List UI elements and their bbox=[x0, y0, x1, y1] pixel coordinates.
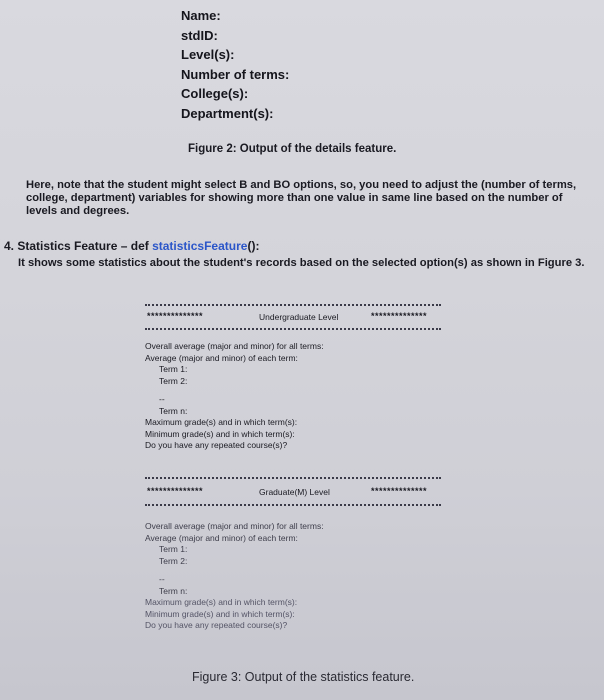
term-1-line: Term 1: bbox=[159, 364, 188, 374]
note-paragraph: Here, note that the student might select B and BO options, so, you need to adjust the (number of terms, college, department) variables for showing more than one value in same line based on the number of levels and degrees. bbox=[26, 179, 577, 217]
term-2-line: Term 2: bbox=[159, 375, 188, 386]
stars-right: ************** bbox=[371, 486, 428, 496]
dotted-separator bbox=[145, 504, 441, 506]
dotted-separator bbox=[145, 328, 441, 330]
ellipsis-line: -- bbox=[159, 574, 165, 584]
term-n-line: Term n: bbox=[159, 405, 188, 416]
overall-average-line: Overall average (major and minor) for all terms: bbox=[145, 341, 324, 351]
figure-3-caption: Figure 3: Output of the statistics feature. bbox=[192, 670, 415, 684]
section-title: Statistics Feature – def bbox=[17, 239, 153, 253]
term-1-line: Term 1: bbox=[159, 544, 188, 554]
section-paragraph: It shows some statistics about the student's records based on the selected option(s) as shown in Figure 3. bbox=[18, 257, 585, 269]
undergrad-stats bbox=[145, 341, 324, 452]
details-field: College(s): bbox=[181, 86, 249, 101]
grad-stats bbox=[145, 521, 324, 632]
min-grade-line: Minimum grade(s) and in which term(s): bbox=[145, 428, 295, 439]
repeated-course-line: Do you have any repeated course(s)? bbox=[145, 440, 288, 450]
ellipsis-line: -- bbox=[159, 394, 165, 404]
details-field: Department(s): bbox=[181, 105, 274, 121]
term-n-line: Term n: bbox=[159, 585, 188, 596]
min-grade-line: Minimum grade(s) and in which term(s): bbox=[145, 608, 295, 619]
stars-left: ************** bbox=[147, 311, 204, 321]
stars-right: ************** bbox=[371, 311, 428, 321]
details-output-list bbox=[181, 6, 289, 123]
max-grade-line: Maximum grade(s) and in which term(s): bbox=[145, 597, 298, 607]
dotted-separator bbox=[145, 304, 441, 306]
grad-label: Graduate(M) Level bbox=[259, 487, 330, 497]
repeated-course-line: Do you have any repeated course(s)? bbox=[145, 620, 288, 630]
details-field: Level(s): bbox=[181, 47, 235, 62]
dotted-separator bbox=[145, 477, 441, 479]
section-suffix: (): bbox=[247, 239, 260, 253]
stars-left: ************** bbox=[147, 486, 204, 496]
section-function-name: statisticsFeature bbox=[152, 239, 248, 253]
undergrad-header bbox=[145, 311, 441, 325]
overall-average-line: Overall average (major and minor) for all terms: bbox=[145, 521, 324, 531]
details-field: Number of terms: bbox=[181, 66, 290, 82]
average-each-term-line: Average (major and minor) of each term: bbox=[145, 532, 298, 543]
term-2-line: Term 2: bbox=[159, 555, 188, 566]
figure-2-caption: Figure 2: Output of the details feature. bbox=[188, 143, 397, 155]
details-field: Name: bbox=[181, 8, 221, 23]
max-grade-line: Maximum grade(s) and in which term(s): bbox=[145, 417, 298, 427]
average-each-term-line: Average (major and minor) of each term: bbox=[145, 352, 298, 363]
section-heading bbox=[4, 239, 259, 253]
grad-header bbox=[145, 486, 441, 500]
undergrad-label: Undergraduate Level bbox=[259, 312, 339, 322]
section-number: 4. bbox=[4, 239, 15, 253]
details-field: stdID: bbox=[181, 27, 218, 43]
figure-3-statistics-output bbox=[139, 296, 449, 661]
